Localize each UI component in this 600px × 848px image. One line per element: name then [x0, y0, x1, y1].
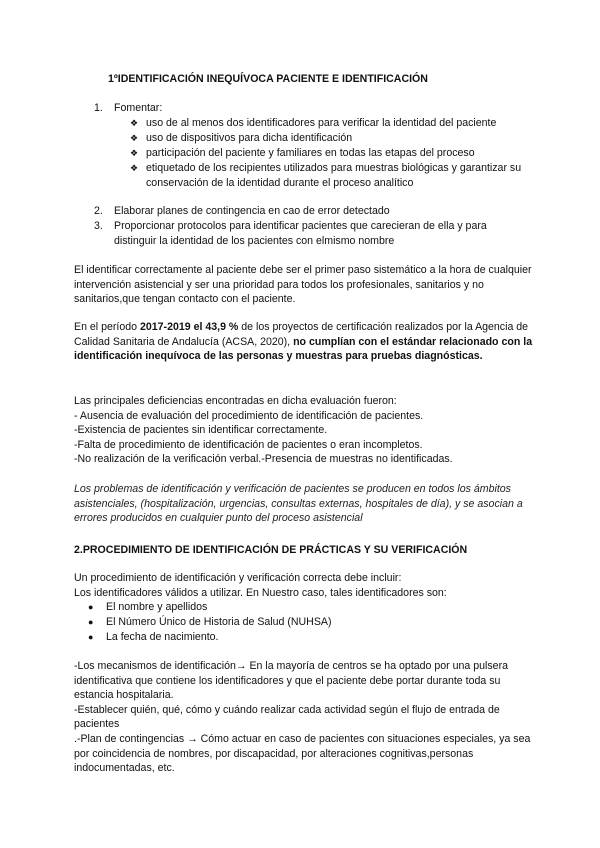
- mecanismos-block: [74, 659, 534, 776]
- diamond-bullet-icon: ❖: [130, 163, 139, 173]
- diamond-bullet-icon: ❖: [130, 148, 139, 158]
- bullet-icon: ●: [88, 632, 94, 642]
- establecer-paragraph: -Establecer quién, qué, cómo y cuándo realizar cada actividad según el flujo de entrada de pacientes: [74, 703, 500, 731]
- bullet-icon: ●: [88, 617, 94, 627]
- document-page: 1ºIDENTIFICACIÓN INEQUÍVOCA PACIENTE E IDENTIFICACIÓN 1. Fomentar: ❖ uso de al menos dos identificadores para verificar la identidad del paciente ❖ uso de dispositivos para dicha identificación ❖ participación del paciente y familiares en todas las etapas del proceso ❖ etiquetado de los recipientes utilizados para muestras biológicas y garantizar su conservación de la identidad durante el proceso analítico 2. Elaborar planes de contingencia en cao de error detectado 3. Proporcionar protocolos para identificar pacientes que carecieran de ella y para distinguir la identidad de los pacientes con elmismo nombre El identificar correctamente al paciente debe ser el primer paso sistemático a la hora de cualquier intervención asistencial y ser una prioridad para todos los profesionales, sanitarios y no sanitarios,que tengan contacto con el paciente. En el período 2017-2019 el 43,9 % de los proyectos de certificación realizados por la Agencia de Calidad Sanitaria de Andalucía (ACSA, 2020), no cumplían con el estándar relacionado con la identificación inequívoca de las personas y muestras para pruebas diagnósticas. Las principales deficiencias encontradas en dicha evaluación fueron: - Ausencia de evaluación del procedimiento de identificación de pacientes. -Existencia de pacientes sin identificar correctamente. -Falta de procedimiento de identificación de pacientes o eran incompletos. -No realización de la verificación verbal.-Presencia de muestras no identificadas. Los problemas de identificación y verificación de pacientes se producen en todos los ámbitos asistenciales, (hospitalización, urgencias, consultas externas, hospitales de día), y se asocian a errores producidos en cualquier punto del proceso asistencial 2.PROCEDIMIENTO DE IDENTIFICACIÓN DE PRÁCTICAS Y SU VERIFICACIÓN Un procedimiento de identificación y verificación correcta debe incluir: Los identificadores válidos a utilizar. En Nuestro caso, tales identificadores son: ● El nombre y apellidos ● El Número Único de Historia de Salud (NUHSA) ● La fecha de nacimiento. -Los mecanismos de identificación→ En la mayoría de centros se ha optado por una pulsera identificativa que contiene los identificadores y que el paciente debe portar durante toda su estancia hospitalaria. -Establecer quién, qué, cómo y cuándo realizar cada actividad según el flujo de entrada de pacientes .-Plan de contingencias → Cómo actuar en caso de pacientes con situaciones especiales, ya sea por coincidencia de nombres, por discapacidad, por alteraciones cognitivas,personas indocumentadas, etc.: [74, 73, 533, 775]
- deficiencia-line: -No realización de la verificación verbal.-Presencia de muestras no identificadas.: [74, 453, 453, 466]
- diamond-bullet-icon: ❖: [130, 133, 139, 143]
- procedimiento-intro: Un procedimiento de identificación y verificación correcta debe incluir: Los identificadores válidos a utilizar. En Nuestro caso, tales identificadores son:: [74, 572, 447, 599]
- deficiencia-line: -Falta de procedimiento de identificación de pacientes o eran incompletos.: [74, 438, 423, 451]
- deficiencias-block: [74, 394, 534, 467]
- section-2-title: 2.PROCEDIMIENTO DE IDENTIFICACIÓN DE PRÁCTICAS Y SU VERIFICACIÓN: [74, 544, 468, 556]
- mecanismos-paragraph: -Los mecanismos de identificación→ En la mayoría de centros se ha optado por una pulsera identificativa que contiene los identificadores y que el paciente debe portar durante toda su estancia hospitalaria.: [74, 660, 508, 702]
- plan-paragraph: .-Plan de contingencias → Cómo actuar en caso de pacientes con situaciones especiales, ya sea por coincidencia de nombres, por discapacidad, por alteraciones cognitivas,personas indocumentadas, etc.: [74, 732, 531, 775]
- paragraph-identificar: El identificar correctamente al paciente debe ser el primer paso sistemático a la hora de cualquier intervención asistencial y ser una prioridad para todos los profesionales, sanitarios y no sanitarios,que tengan contacto con el paciente.: [74, 264, 532, 306]
- bullet-icon: ●: [88, 602, 94, 612]
- deficiencias-intro: Las principales deficiencias encontradas en dicha evaluación fueron:: [74, 395, 397, 407]
- deficiencia-line: - Ausencia de evaluación del procedimiento de identificación de pacientes.: [74, 409, 424, 422]
- paragraph-certificacion: En el período 2017-2019 el 43,9 % de los proyectos de certificación realizados por la Agencia de Calidad Sanitaria de Andalucía (ACSA, 2020), no cumplían con el estándar relacionado con la identificación inequívoca de las personas y muestras para pruebas diagnósticas.: [74, 321, 533, 363]
- italic-paragraph: Los problemas de identificación y verificación de pacientes se producen en todos los ámbitos asistenciales, (hospitalización, urgencias, consultas externas, hospitales de día), y se asocian a errores producidos en cualquier punto del proceso asistencial: [74, 483, 523, 525]
- deficiencia-line: -Existencia de pacientes sin identificar correctamente.: [74, 424, 328, 437]
- diamond-bullet-icon: ❖: [130, 118, 139, 128]
- section-1-title: 1ºIDENTIFICACIÓN INEQUÍVOCA PACIENTE E IDENTIFICACIÓN: [108, 73, 428, 85]
